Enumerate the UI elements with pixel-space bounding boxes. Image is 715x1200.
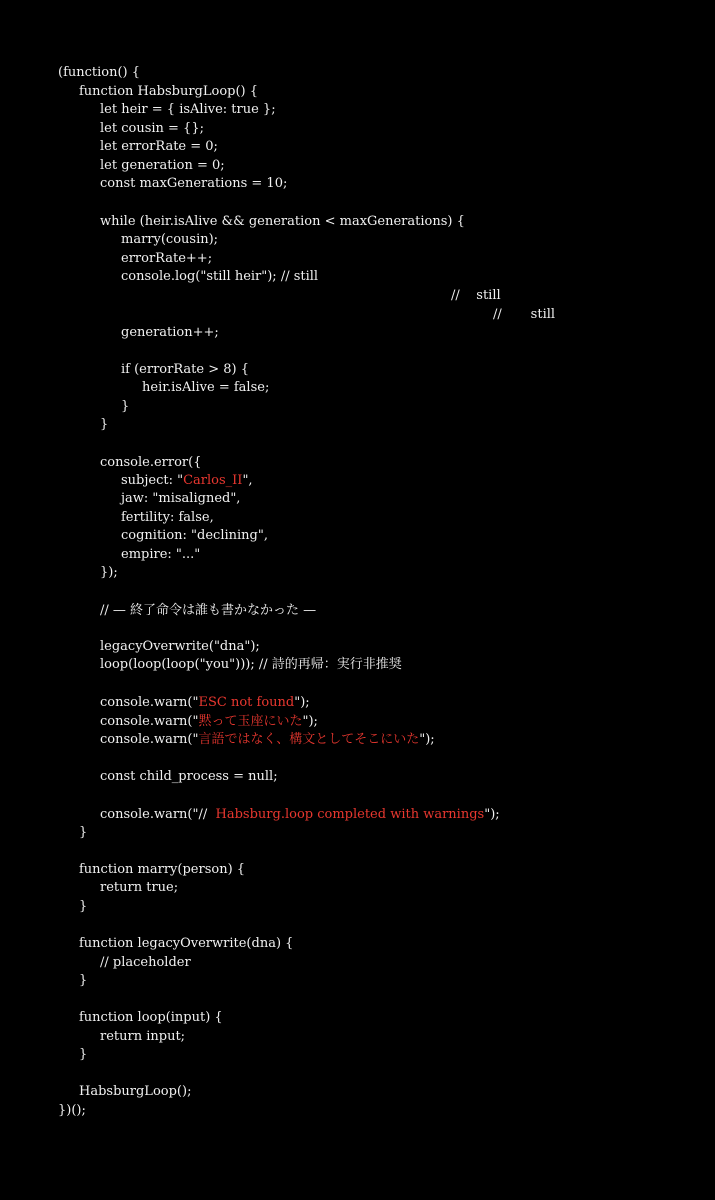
code-text: "); (419, 732, 435, 747)
code-line (100, 954, 191, 972)
code-text: (function() { (58, 65, 141, 80)
code-line (121, 490, 240, 508)
code-text: }); (100, 565, 118, 580)
code-line (100, 694, 310, 712)
code-text: let generation = 0; (100, 158, 225, 173)
code-line (121, 361, 249, 379)
code-line (121, 546, 200, 564)
code-text: } (79, 825, 88, 840)
code-line (121, 324, 219, 342)
code-text: errorRate++; (121, 251, 213, 266)
highlighted-code-text: ESC not found (198, 695, 295, 710)
code-text: })(); (58, 1103, 86, 1118)
code-line (79, 824, 87, 842)
code-text: const child_process = null; (100, 769, 278, 784)
code-text: ", (242, 473, 253, 488)
code-text: let heir = { isAlive: true }; (100, 102, 276, 117)
code-text: fertility: false, (121, 510, 214, 525)
code-text: while (heir.isAlive && generation < maxGenerations) { (100, 214, 465, 229)
code-line (100, 454, 201, 472)
code-line (100, 638, 260, 656)
code-text: } (121, 399, 130, 414)
code-text: let cousin = {}; (100, 121, 204, 136)
code-text: jaw: "misaligned", (121, 491, 241, 506)
code-text: // — 終了命令は誰も書かなかった — (100, 603, 317, 618)
code-line (451, 287, 501, 305)
code-text: console.warn(" (100, 714, 199, 729)
code-text: const maxGenerations = 10; (100, 176, 288, 191)
highlighted-code-text: 黙って玉座にいた (198, 714, 303, 729)
code-text: console.warn(" (100, 695, 199, 710)
code-text: "); (302, 714, 318, 729)
code-text: // still (451, 288, 501, 303)
highlighted-code-text: Habsburg.loop completed with warnings (215, 807, 485, 822)
code-text: function loop(input) { (79, 1010, 223, 1025)
code-text: loop(loop(loop("you"))); // 詩的再帰：実行非推奨 (100, 657, 402, 672)
code-text: generation++; (121, 325, 219, 340)
code-line (100, 806, 500, 824)
code-text: let errorRate = 0; (100, 139, 218, 154)
code-line (121, 472, 253, 490)
code-text: empire: "..." (121, 547, 201, 562)
code-line (79, 898, 87, 916)
code-text: return true; (100, 880, 179, 895)
code-line (121, 398, 129, 416)
code-text: // placeholder (100, 955, 191, 970)
code-line (100, 157, 225, 175)
code-line (100, 656, 402, 674)
code-text: console.warn(" (100, 732, 199, 747)
code-line (100, 564, 118, 582)
code-text: marry(cousin); (121, 232, 219, 247)
code-line (100, 138, 218, 156)
code-line (100, 1028, 185, 1046)
code-text: console.log("still heir"); // still (121, 269, 319, 284)
code-text: "); (294, 695, 310, 710)
code-line (79, 861, 245, 879)
code-line (100, 120, 204, 138)
code-text: cognition: "declining", (121, 528, 268, 543)
code-line (121, 509, 214, 527)
code-line (121, 250, 212, 268)
code-line (79, 1009, 223, 1027)
code-text: HabsburgLoop(); (79, 1084, 192, 1099)
code-text: subject: " (121, 473, 184, 488)
code-text: function marry(person) { (79, 862, 246, 877)
code-line (79, 972, 87, 990)
code-line (79, 1046, 87, 1064)
code-text: // still (493, 307, 556, 322)
code-line (79, 1083, 191, 1101)
code-line (79, 83, 258, 101)
code-line (142, 379, 269, 397)
code-line (100, 213, 465, 231)
code-text: function legacyOverwrite(dna) { (79, 936, 294, 951)
code-text: } (79, 899, 88, 914)
code-text: } (79, 1047, 88, 1062)
code-line (493, 306, 555, 324)
code-line (100, 416, 108, 434)
code-line (79, 935, 293, 953)
code-line (100, 713, 318, 731)
code-text: console.error({ (100, 455, 202, 470)
highlighted-code-text: 言語ではなく、構文としてそこにいた (198, 732, 420, 747)
code-line (58, 64, 140, 82)
highlighted-code-text: Carlos_II (183, 473, 243, 488)
code-text: return input; (100, 1029, 186, 1044)
code-line (100, 768, 278, 786)
code-text: "); (484, 807, 500, 822)
code-line (58, 1102, 86, 1120)
code-text: function HabsburgLoop() { (79, 84, 259, 99)
code-line (121, 268, 318, 286)
code-line (121, 527, 268, 545)
code-text: legacyOverwrite("dna"); (100, 639, 260, 654)
code-line (100, 101, 276, 119)
code-text: if (errorRate > 8) { (121, 362, 249, 377)
code-text: heir.isAlive = false; (142, 380, 270, 395)
code-text: console.warn("// (100, 807, 216, 822)
code-line (100, 879, 178, 897)
code-line (100, 175, 287, 193)
code-line (100, 602, 316, 620)
code-line (100, 731, 435, 749)
code-text: } (100, 417, 109, 432)
code-line (121, 231, 218, 249)
code-text: } (79, 973, 88, 988)
